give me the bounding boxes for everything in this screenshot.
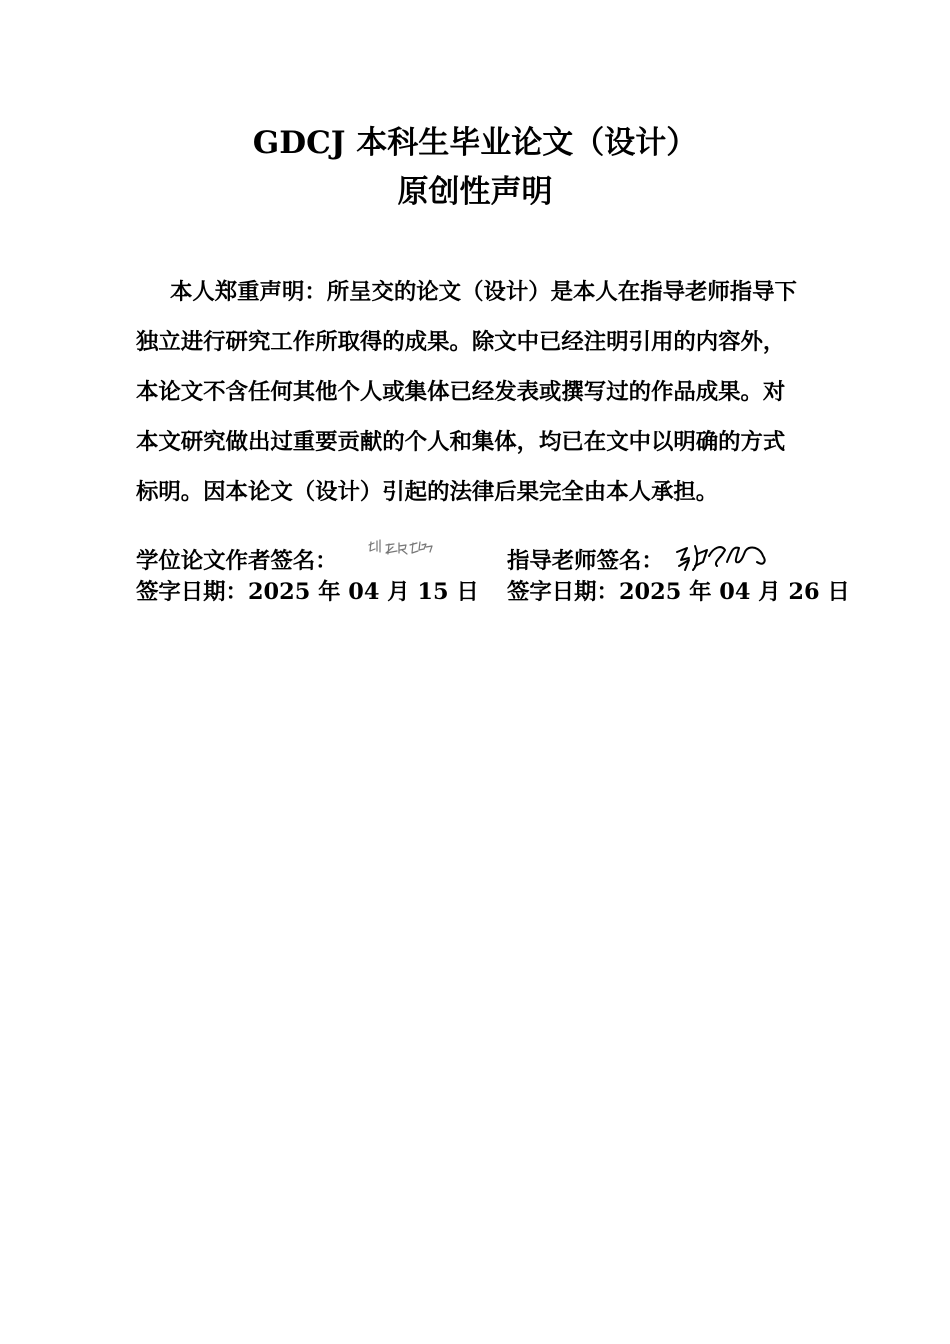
declaration-line: 独立进行研究工作所取得的成果。除文中已经注明引用的内容外， [136, 329, 786, 355]
declaration-line: 标明。因本论文（设计）引起的法律后果完全由本人承担。 [136, 479, 719, 505]
advisor-sign-date: 签字日期：2025 年 04 月 26 日 [507, 579, 850, 605]
author-signature-label: 学位论文作者签名： [136, 548, 338, 574]
advisor-signature-image [673, 536, 773, 576]
declaration-line: 本人郑重声明：所呈交的论文（设计）是本人在指导老师指导下 [170, 279, 797, 305]
declaration-line: 本论文不含任何其他个人或集体已经发表或撰写过的作品成果。对 [136, 379, 786, 405]
document-subtitle: 原创性声明 [397, 174, 553, 210]
advisor-signature-label: 指导老师签名： [507, 548, 664, 574]
author-sign-date: 签字日期：2025 年 04 月 15 日 [136, 579, 479, 605]
declaration-line: 本文研究做出过重要贡献的个人和集体，均已在文中以明确的方式 [136, 429, 786, 455]
document-title: GDCJ 本科生毕业论文（设计） [252, 125, 698, 161]
author-signature-image [366, 536, 436, 562]
